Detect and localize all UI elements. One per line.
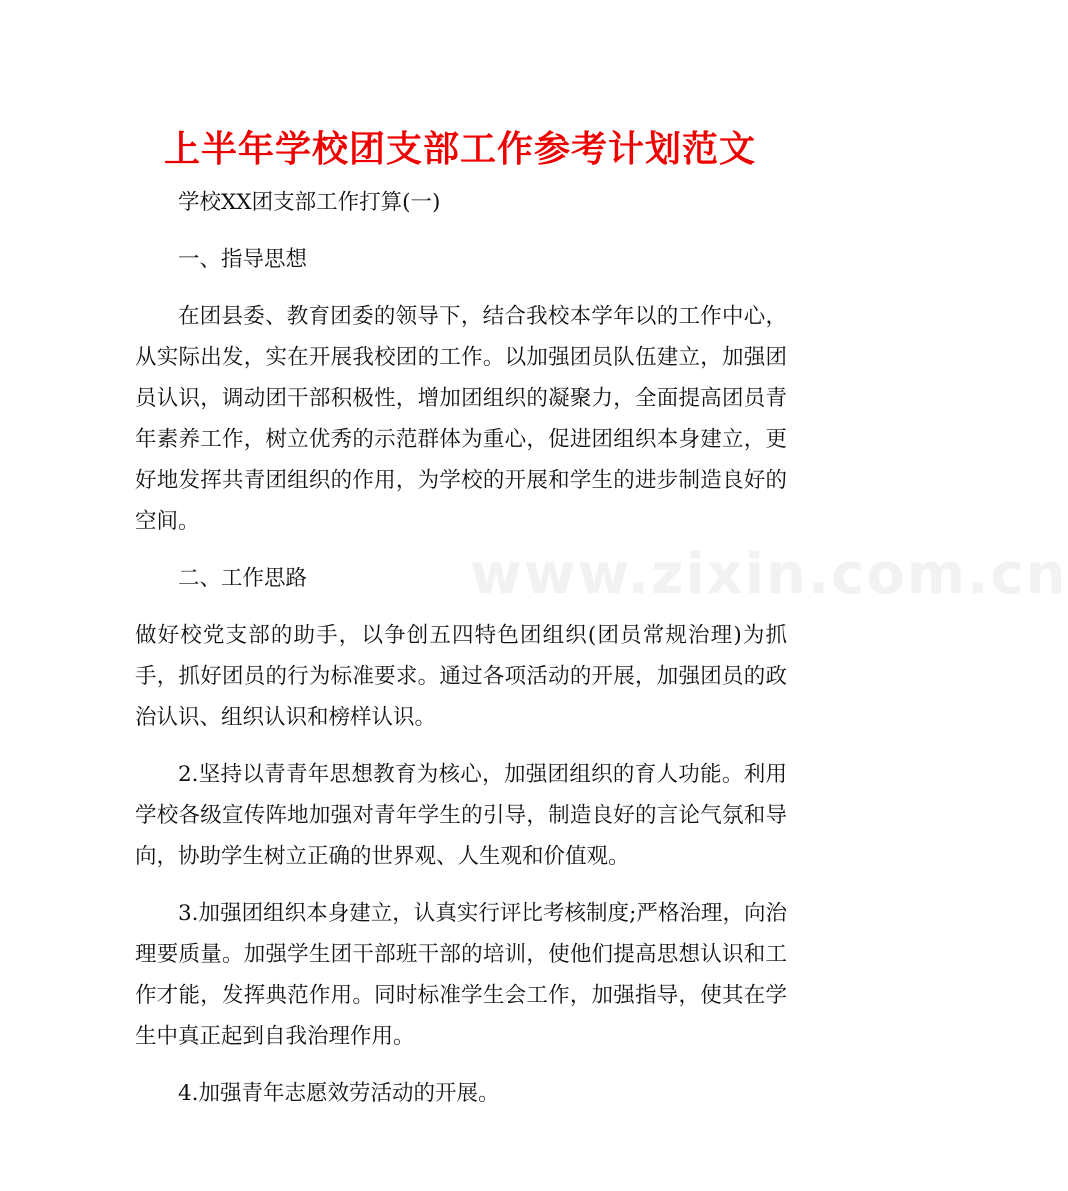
paragraph-guiding-ideology: 在团县委、教育团委的领导下，结合我校本学年以的工作中心，从实际出发，实在开展我校团的工作。以加强团员队伍建立，加强团员认识，调动团干部积极性，增加团组织的凝聚力，全面提高团员青年素养工作，树立优秀的示范群体为重心，促进团组织本身建立，更好地发挥共青团组织的作用，为学校的开展和学生的进步制造良好的空间。: [135, 304, 787, 534]
paragraph-item-4: 4.加强青年志愿效劳活动的开展。: [178, 1081, 500, 1106]
document-title: 上半年学校团支部工作参考计划范文: [163, 129, 756, 170]
section-heading-guiding-ideology: 一、指导思想: [178, 247, 308, 272]
watermark: www.zixin.com.cn: [470, 542, 1068, 607]
paragraph-item-3: 3.加强团组织本身建立，认真实行评比考核制度;严格治理，向治理要质量。加强学生团干部班干部的培训，使他们提高思想认识和工作才能，发挥典范作用。同时标准学生会工作，加强指导，使其在学生中真正起到自我治理作用。: [135, 901, 787, 1049]
section-subtitle: 学校XX团支部工作打算(一): [178, 190, 441, 215]
section-heading-work-approach: 二、工作思路: [178, 566, 308, 591]
paragraph-item-1: 做好校党支部的助手，以争创五四特色团组织(团员常规治理)为抓手，抓好团员的行为标准要求。通过各项活动的开展，加强团员的政治认识、组织认识和榜样认识。: [135, 623, 787, 730]
document-body: [135, 182, 787, 1130]
paragraph-item-2: 2.坚持以青青年思想教育为核心，加强团组织的育人功能。利用学校各级宣传阵地加强对青年学生的引导，制造良好的言论气氛和导向，协助学生树立正确的世界观、人生观和价值观。: [135, 762, 787, 869]
